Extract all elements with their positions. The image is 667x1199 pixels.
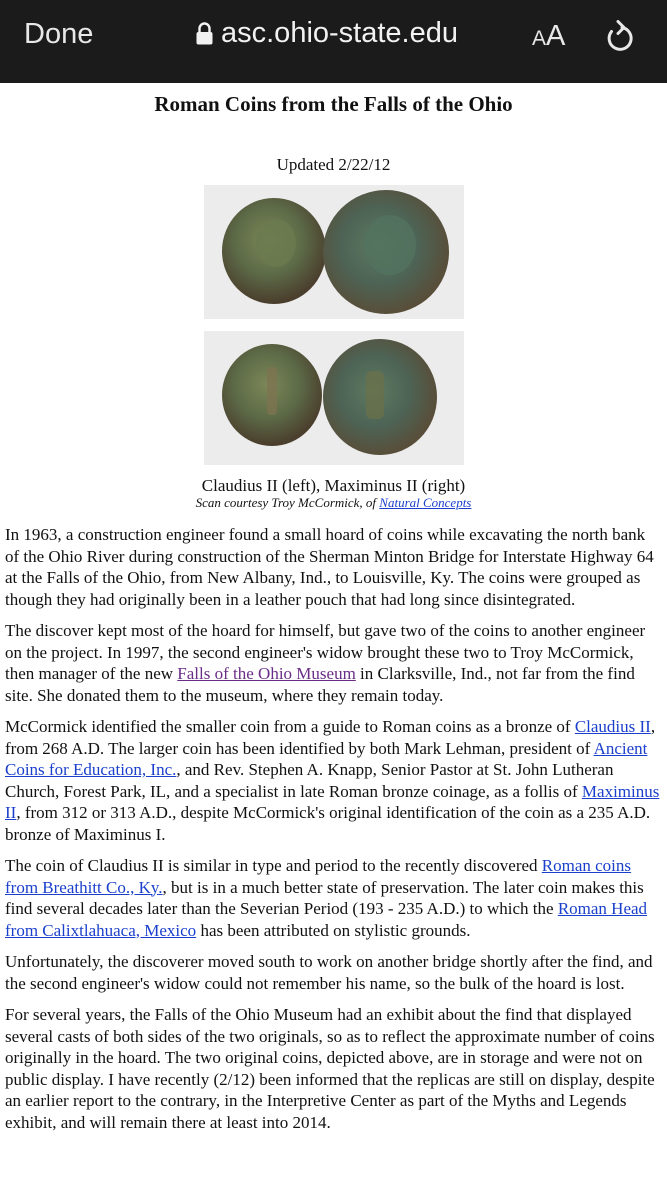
coin-photo-reverse xyxy=(204,331,464,465)
paragraph-identification: McCormick identified the smaller coin from a guide to Roman coins as a bronze of Claudius II, from 268 A.D. The larger coin has been identified by both Mark Lehman, president of Ancient Coins for Education, Inc., and Rev. Stephen A. Knapp, Senior Pastor at St. John Lutheran Church, Forest Park, IL, and a specialist in late Roman bronze coinage, as a follis of Maximinus II, from 312 or 313 A.D., despite McCormick's original identification of the coin as a 235 A.D. bronze of Maximinus I. xyxy=(5,717,660,844)
photo-credit xyxy=(5,495,662,510)
page-title: Roman Coins from the Falls of the Ohio xyxy=(154,92,513,116)
updated-date: Updated 2/22/12 xyxy=(276,155,391,174)
paragraph-comparison: The coin of Claudius II is similar in type and period to the recently discovered Roman coins from Breathitt Co., Ky., but is in a much better state of preservation. The later coin makes this find several decades later than the Severian Period (193 - 235 A.D.) to which the Roman Head from Calixtlahuaca, Mexico has been attributed on stylistic grounds. xyxy=(5,856,648,940)
done-button[interactable]: Done xyxy=(24,18,94,50)
reload-icon[interactable] xyxy=(602,18,636,61)
address-bar[interactable] xyxy=(196,17,458,53)
paragraph-hoard-lost: Unfortunately, the discoverer moved south to work on another bridge shortly after the find, and the second engineer's widow could not remember his name, so the bulk of the hoard is lost. xyxy=(5,952,653,993)
page-content xyxy=(0,92,667,1133)
maximinus-ii-link[interactable]: Maximinus II xyxy=(5,781,660,822)
credit-text: Scan courtesy Troy McCormick, of xyxy=(195,495,380,510)
roman-head-calixtlahuaca-link[interactable]: Roman Head from Calixtlahuaca, Mexico xyxy=(5,899,648,940)
photo-caption: Claudius II (left), Maximinus II (right) xyxy=(201,476,466,495)
paragraph-exhibit: For several years, the Falls of the Ohio Museum had an exhibit about the find that displayed several casts of both sides of the two originals, so as to reflect the approximate number of coins originally in the hoard. The two original coins, depicted above, are in storage and were not on public display. I have recently (2/12) been informed that the replicas are still on display, despite an earlier report to the contrary, in the Interpretive Center as part of the Myths and Legends exhibit, and will remain there at least into 2014. xyxy=(5,1005,655,1132)
browser-toolbar xyxy=(0,0,667,83)
lock-icon xyxy=(196,20,213,53)
falls-of-the-ohio-museum-link[interactable]: Falls of the Ohio Museum xyxy=(177,664,356,683)
url-text: asc.ohio-state.edu xyxy=(221,17,458,49)
roman-coins-breathitt-link[interactable]: Roman coins from Breathitt Co., Ky. xyxy=(5,856,632,897)
ancient-coins-for-education-link[interactable]: Ancient Coins for Education, Inc. xyxy=(5,738,648,779)
natural-concepts-link[interactable]: Natural Concepts xyxy=(379,495,472,510)
paragraph-discovery: In 1963, a construction engineer found a small hoard of coins while excavating the north bank of the Ohio River during construction of the Sherman Minton Bridge for Interstate Highway 64 at the Falls of the Ohio, from New Albany, Ind., to Louisville, Ky. The coins were grouped as though they had originally been in a leather pouch that had long since disintegrated. xyxy=(5,525,654,609)
paragraph-donation: The discover kept most of the hoard for himself, but gave two of the coins to another engineer on the project. In 1997, the second engineer's widow brought these two to Troy McCormick, then manager of the new Falls of the Ohio Museum in Clarksville, Ind., not far from the find site. She donated them to the museum, where they remain today. xyxy=(5,621,646,705)
aa-big-glyph: A xyxy=(546,20,566,52)
aa-small-glyph: A xyxy=(532,27,547,50)
coin-photo-obverse xyxy=(204,185,464,319)
text-size-button[interactable] xyxy=(532,20,565,53)
claudius-ii-link[interactable]: Claudius II xyxy=(574,717,651,736)
